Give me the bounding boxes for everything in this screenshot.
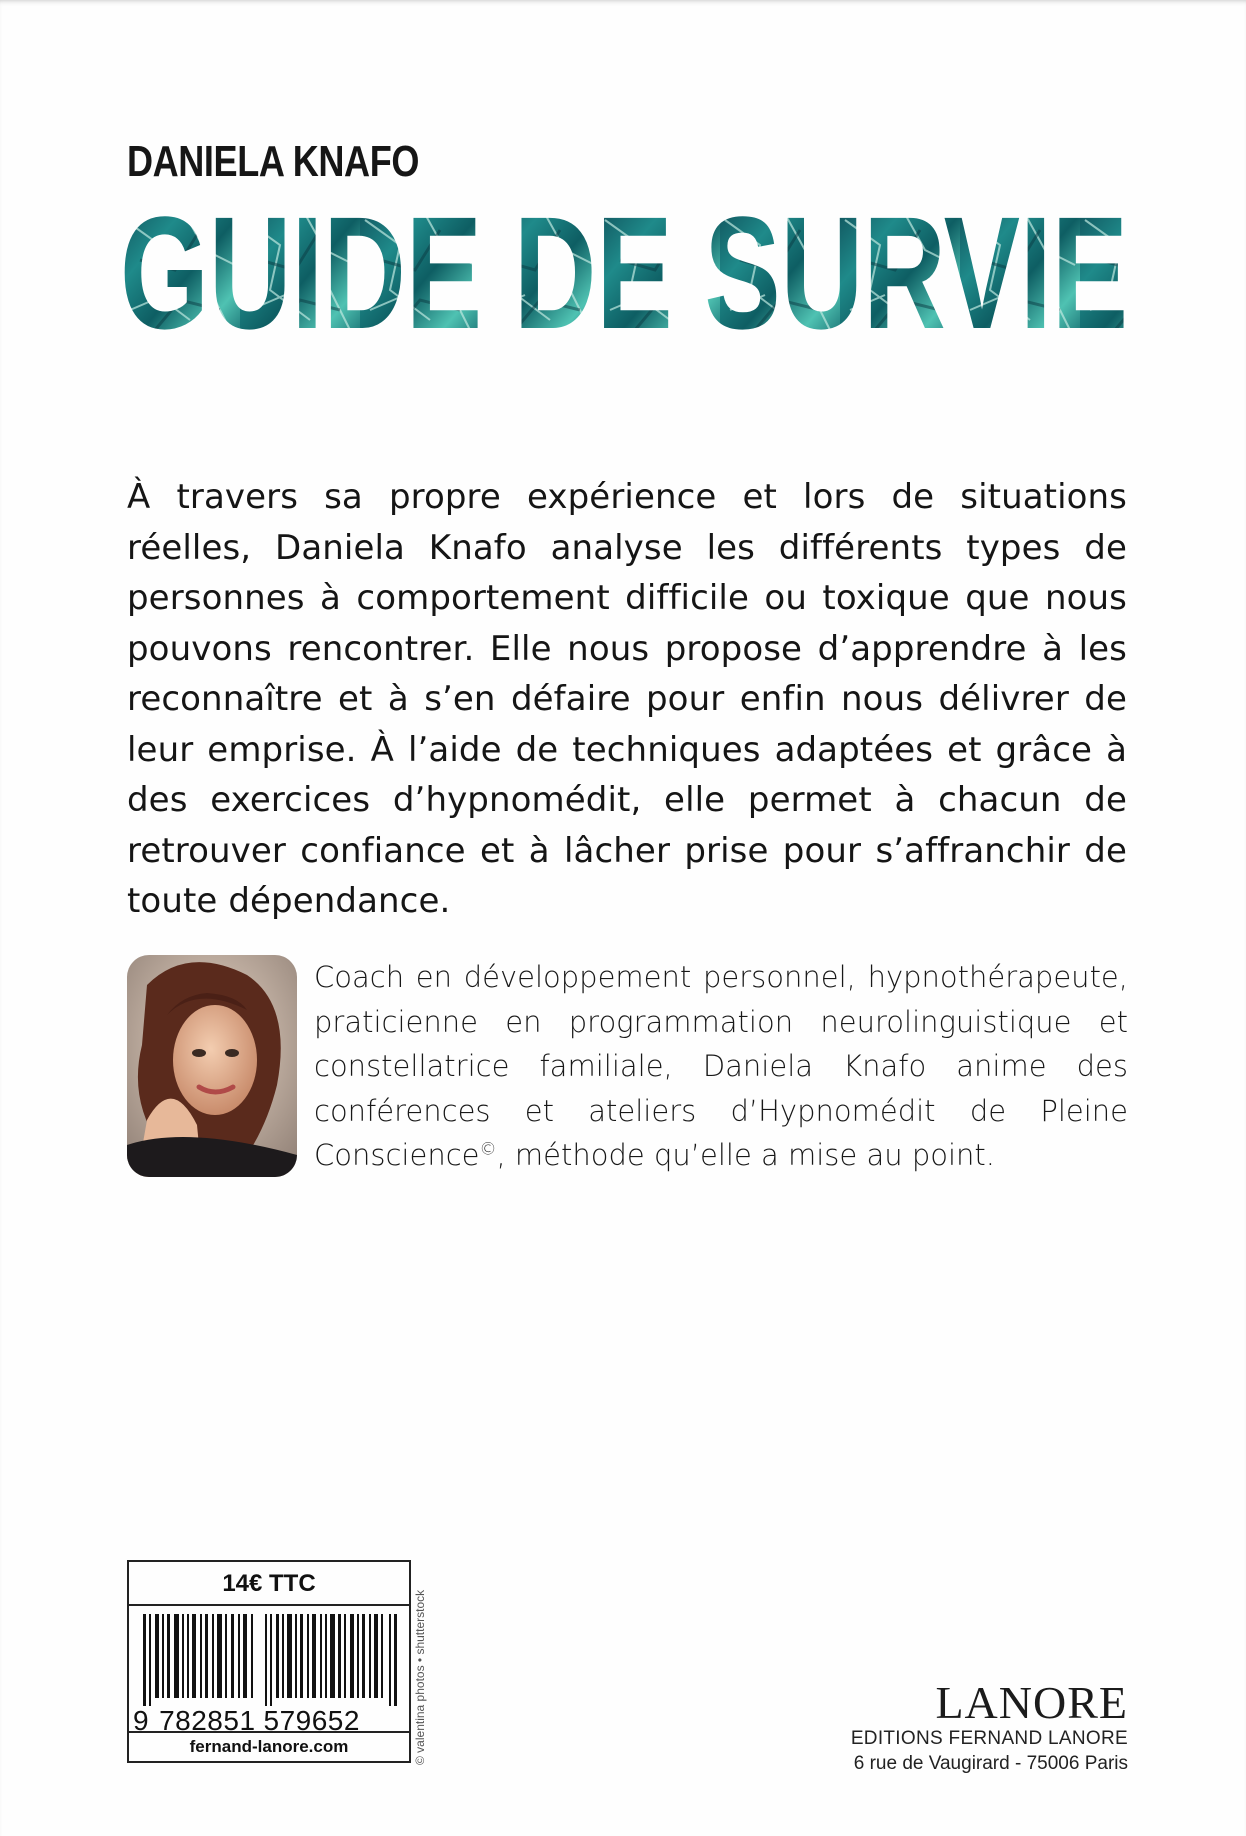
publisher-address: 6 rue de Vaugirard - 75006 Paris [853, 1753, 1128, 1774]
author-bio [314, 955, 1128, 1178]
author-bio-text: Coach en développement personnel, hypnothérapeute, praticienne en programmation neurolinguistique et constellatrice familiale, Daniela Knafo anime des conférences et ateliers d’Hypnomédit de Pleine Conscience [314, 960, 1128, 1172]
book-title-text: GUIDE DE SURVIE [120, 200, 1128, 342]
publisher-name: EDITIONS FERNAND LANORE [850, 1728, 1128, 1749]
publisher-block [850, 1677, 1128, 1775]
isbn-group-1: 782851 [159, 1705, 256, 1736]
price-label: 14€ TTC [129, 1562, 409, 1606]
book-title [120, 200, 1130, 342]
copyright-mark: © [479, 1139, 497, 1160]
book-blurb: À travers sa propre expérience et lors de situations réelles, Daniela Knafo analyse les différents types de personnes à comportement difficile ou toxique que nous pouvons rencontrer. Elle nous propose d’apprendre à les reconnaître et à s’en défaire pour enfin nous délivrer de leur emprise. À l’aide de techniques adaptées et grâce à des exercices d’hypnomédit, elle permet à chacun de retrouver confiance et à lâcher prise pour s’affranchir de toute dépendance. [127, 477, 1127, 921]
author-name: DANIELA KNAFO [127, 137, 419, 186]
publisher-website: fernand-lanore.com [129, 1731, 409, 1761]
photo-credit: © valentina photos • shutterstock [413, 1589, 427, 1765]
isbn-group-2: 579652 [263, 1705, 360, 1736]
barcode-bars [143, 1614, 399, 1706]
isbn-first-digit: 9 [133, 1705, 150, 1736]
author-bio-end: , méthode qu’elle a mise au point. [496, 1138, 996, 1172]
author-photo [127, 955, 297, 1177]
publisher-logo: LANORE [935, 1677, 1128, 1728]
barcode-box [127, 1560, 411, 1763]
